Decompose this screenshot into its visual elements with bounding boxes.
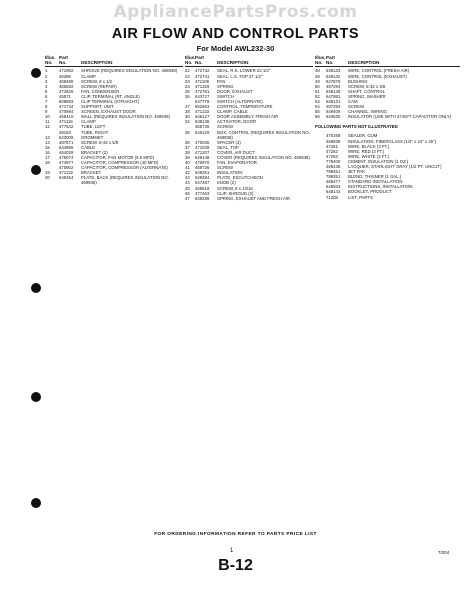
part-description: CAPACITOR, FAN MOTOR (5.0 MFD) [81, 155, 155, 160]
illus-no: 43 [185, 175, 190, 181]
part-description: SCREW [217, 124, 233, 130]
part-no: 649454 [59, 175, 74, 181]
part-row [315, 114, 460, 119]
illus-no: 23 [185, 78, 190, 84]
part-no: 647487 [195, 180, 210, 186]
part-no: 469938 [326, 138, 341, 144]
part-description: BOOKLET, PRODUCT [348, 189, 392, 195]
part-description: STANDARD INSTALLATION [348, 179, 403, 185]
part-description: SEAL, L.S. TOP 27 1/2" [217, 73, 263, 79]
part-description: BRACKET [81, 170, 102, 176]
part-no: 647879 [326, 78, 341, 84]
illus-no: 25 [185, 88, 190, 94]
page-number: B-12 [218, 557, 253, 574]
illus-no: 8 [45, 104, 48, 110]
part-description: COVER (REQUIRES INSULATION NO. 469938) [217, 155, 310, 160]
part-no: 643630 [326, 114, 341, 120]
part-no: 648143 [326, 189, 341, 195]
part-description: SPRING, WASHER [348, 93, 386, 99]
part-no: 649285 [195, 195, 210, 201]
part-no-header: Part No. [59, 55, 68, 66]
binder-hole [31, 283, 41, 293]
model-subtitle: For Model AWL232-30 [196, 44, 275, 53]
part-no: 471982 [59, 68, 74, 74]
part-description: SEAL, R.S. LOWER 23 1/2" [217, 68, 271, 74]
description-header: DESCRIPTION [81, 60, 113, 66]
illus-no: 3 [45, 78, 48, 84]
illus-no: 36 [185, 139, 190, 145]
part-description: CLAMP [81, 73, 96, 79]
part-row [45, 175, 183, 185]
part-no: 645933 [326, 184, 341, 190]
part-no: 648132 [326, 73, 341, 79]
part-description: LIST, PARTS [348, 194, 373, 200]
part-no: 799451 [326, 169, 341, 175]
part-no: 487871 [59, 139, 74, 145]
part-description: KNOB (2) [217, 180, 236, 186]
part-description: COVER, AIR DUCT [217, 149, 255, 155]
part-no: 47262 [326, 148, 338, 154]
illus-no: 39 [185, 155, 190, 160]
illus-no-header: Illus. No. [315, 55, 326, 66]
part-no: 648148 [195, 155, 210, 160]
illus-no: 52 [315, 93, 320, 99]
part-no: 471133 [195, 109, 210, 115]
part-no: 648136 [195, 119, 210, 125]
part-no: 45396 [59, 73, 71, 79]
part-no: 779400 [326, 158, 341, 164]
part-description: SPACER (3) [217, 139, 241, 145]
illus-no: 30 [185, 114, 190, 120]
part-no: 468735 [195, 124, 210, 130]
part-description: SHAFT, CONTROL [348, 88, 386, 94]
part-no: 809883 [59, 98, 74, 104]
part-no: 470970 [195, 160, 210, 166]
illus-no: 9 [45, 109, 48, 115]
part-no: 487294 [326, 83, 341, 89]
column-header [185, 55, 313, 67]
part-description: PAN [217, 78, 226, 84]
parts-list [315, 68, 460, 119]
illus-no: 54 [315, 104, 320, 110]
part-description: LACQUER, STARLIGHT GRAY (1/2 PT. UNCUT) [348, 164, 442, 169]
illus-no: 37 [185, 144, 190, 150]
illus-no: 50 [315, 83, 320, 89]
part-description: WIRE, BLACK (3 FT.) [348, 143, 390, 149]
part-description: CLAMP, CABLE [217, 109, 248, 115]
part-no: 471329 [195, 83, 210, 89]
part-no: 648139 [326, 88, 341, 94]
part-row [185, 130, 313, 140]
illus-no: 14 [45, 139, 50, 145]
watermark-text: AppliancePartsPros.com [113, 2, 358, 22]
parts-list [185, 68, 313, 200]
part-description: BLEND, THINNER (1 GAL.) [348, 174, 402, 180]
part-no: 477463 [195, 190, 210, 196]
part-no: 486682 [59, 83, 74, 89]
illus-no: 41 [185, 165, 190, 171]
part-description: TUBE, LEFT [81, 124, 106, 130]
part-description: DOOR, EXHAUST [217, 88, 253, 94]
illus-no: 46 [185, 190, 190, 196]
part-no: 649408 [326, 109, 341, 115]
illus-no: 23 [185, 73, 190, 79]
part-description: CLIP TERMINAL (STRAIGHT) [81, 98, 139, 104]
part-description: SPRING [217, 83, 234, 89]
part-no: 471109 [195, 78, 210, 84]
part-description: SCREW, 8 x 1/2 [81, 78, 113, 84]
part-description: GROMMET [81, 134, 104, 140]
illus-no: 35 [185, 129, 190, 135]
part-description: ACTIVATOR, DOOR [217, 119, 257, 125]
binder-hole [31, 165, 41, 175]
part-description: SEAL, TOP [217, 144, 240, 150]
part-description: BOX, CONTROL (REQUIRES INSULATION NO. 469938) [217, 129, 310, 140]
page-title: AIR FLOW AND CONTROL PARTS [111, 26, 360, 42]
illus-no: 18 [45, 160, 50, 166]
illus-no: 55 [315, 109, 320, 115]
part-description: SCREW, 8-32 x 5/8 [81, 139, 119, 145]
part-no: 472741 [195, 73, 210, 79]
illus-no: 48 [315, 68, 320, 74]
part-no: 470036 [195, 139, 210, 145]
part-description: PLATE, BACK (REQUIRES INSULATION NO. 469938) [81, 175, 169, 186]
part-description: INSULATION, FIBERGLASS (1/4" x 24" x 45") [348, 138, 437, 144]
not-illustrated-heading: FOLLOWING PARTS NOT ILLUSTRATED [315, 124, 398, 130]
part-no: 475074 [59, 155, 74, 160]
illus-no: 15 [45, 144, 50, 150]
ordering-note: FOR ORDERING INFORMATION REFER TO PARTS PRICE LIST [154, 532, 317, 537]
part-no-header: Part No. [326, 55, 335, 66]
description-header: DESCRIPTION [217, 60, 249, 66]
part-no: 472742 [195, 68, 210, 74]
date-code: 7/204 [438, 550, 450, 555]
part-description: INSULATOR (USE WITH 474977 CAPACITOR ONLY) [348, 114, 452, 120]
illus-no: 11 [45, 119, 50, 125]
part-no: 643009 [59, 134, 74, 140]
illus-no: 2 [45, 73, 48, 79]
part-no: 471132 [59, 170, 74, 176]
part-no: 648251 [195, 170, 210, 176]
part-no: 474826 [59, 88, 74, 94]
part-description: SCREW [217, 165, 233, 171]
illus-no: 47 [185, 195, 190, 201]
illus-no: 56 [315, 114, 320, 120]
part-description: CLIP, SHROUD (2) [217, 190, 254, 196]
part-description: SCREW, 8 x 13/16 [217, 185, 253, 191]
illus-no [315, 195, 326, 200]
part-description: DOOR ASSEMBLY, FRESH AIR [217, 114, 279, 120]
part-no: 469410 [59, 114, 74, 120]
part-description: CLAMP [81, 119, 96, 125]
illus-no: 53 [315, 98, 320, 104]
illus-no: 13 [45, 134, 50, 140]
part-no: 471734 [59, 104, 74, 110]
part-no: 485477 [326, 179, 341, 185]
illus-no: 42 [185, 170, 190, 176]
page-sub-number: 1 [230, 548, 234, 554]
part-description: CAPACITOR, COMPRESSOR (ALTERNATE) [81, 165, 168, 171]
part-description: FAN, EVAPORATOR [217, 160, 257, 166]
illus-no: 1 [45, 68, 48, 74]
illus-no: 27 [185, 104, 190, 110]
part-description: SHROUD (REQUIRES INSULATION NO. 469938) [81, 68, 178, 74]
part-description: WIRE, WHITE (3 FT.) [348, 153, 390, 159]
part-no: 472781 [195, 88, 210, 94]
part-no: 474977 [59, 160, 74, 166]
part-no: 652563 [195, 104, 210, 110]
part-no: 47261 [326, 143, 338, 149]
part-no: 646127 [195, 114, 210, 120]
parts-list [45, 68, 183, 185]
parts-column-3 [315, 55, 460, 200]
part-row [315, 195, 460, 200]
part-no: 49183 [59, 129, 71, 135]
part-description: CONTROL, TEMPERATURE [217, 104, 273, 110]
part-description: SUPPORT, UNIT [81, 104, 114, 110]
part-description: FAN, CONDENSER [81, 88, 120, 94]
part-no: 470168 [326, 133, 341, 139]
part-description: SWITCH (ALTERNATE) [217, 98, 263, 104]
part-no: 475902 [59, 165, 74, 171]
part-description: SCREW (REPAIR) [81, 83, 117, 89]
part-description: CLIP, TERMINAL (RT. ANGLE) [81, 93, 140, 99]
part-description: SCREW, 8-32 x 3/8 [348, 83, 386, 89]
part-no: 477542 [59, 124, 74, 130]
binder-hole [31, 392, 41, 402]
illus-no: 28 [185, 109, 190, 115]
part-no: 487293 [326, 104, 341, 110]
part-no: 47263 [326, 153, 338, 159]
part-no: 471118 [59, 119, 73, 125]
part-description: CEMENT, INSULATION (1 OZ.) [348, 158, 409, 164]
illus-no: 44 [185, 180, 190, 186]
part-description: CAPACITOR, COMPRESSOR (40 MFD) [81, 160, 159, 166]
part-description: BRACKET (2) [81, 149, 108, 155]
part-no: 471207 [195, 149, 210, 155]
part-no: 647778 [195, 98, 210, 104]
part-description: CHANNEL, WIRING [348, 109, 387, 115]
part-no: 468736 [195, 165, 210, 171]
illus-no: 7 [45, 98, 48, 104]
part-description: CAM [348, 98, 358, 104]
part-description: SCREEN, EXHAUST DOOR [81, 109, 136, 115]
illus-no: 26 [185, 93, 190, 99]
description-header: DESCRIPTION [348, 60, 380, 66]
illus-no: 16 [45, 149, 50, 155]
part-description: INSULATION [217, 170, 243, 176]
column-header [315, 55, 460, 67]
illus-no-header: Illus. No. [45, 55, 56, 66]
illus-no: 19 [45, 170, 50, 176]
part-no: 471039 [195, 144, 210, 150]
part-no: 71208 [326, 194, 338, 200]
part-no: 464029 [59, 149, 74, 155]
illus-no: 12 [45, 124, 50, 130]
parts-column-1 [45, 55, 183, 186]
part-description: INSTRUCTIONS, INSTALLATION [348, 184, 413, 190]
part-description: CABLE [81, 144, 96, 150]
binder-hole [31, 68, 41, 78]
illus-no: 22 [185, 68, 190, 74]
column-header [45, 55, 183, 67]
illus-no: 49 [315, 73, 320, 79]
binder-hole [31, 498, 41, 508]
part-description: WIRE, CONTROL (EXHAUST) [348, 73, 407, 79]
part-description: SWITCH [217, 93, 234, 99]
part-description: SCREW [348, 104, 364, 110]
part-no: 648133 [326, 68, 341, 74]
part-no: 470984 [59, 109, 74, 115]
illus-no: 17 [45, 155, 50, 160]
part-no: 649284 [195, 175, 210, 181]
part-description: PLATE, ESCUTCHEON [217, 175, 263, 181]
illus-no: 20 [45, 175, 50, 181]
part-no: 485436 [326, 164, 341, 169]
part-row [185, 196, 313, 201]
part-description: TUBE, RIGHT [81, 129, 109, 135]
part-description: WIRE, CONTROL (FRESH AIR) [348, 68, 410, 74]
illus-no: 51 [315, 88, 320, 94]
part-no: 648131 [326, 98, 341, 104]
part-no: 644965 [59, 144, 74, 150]
parts-column-2 [185, 55, 313, 201]
part-no: 643727 [195, 93, 210, 99]
illus-no: 5 [45, 88, 48, 94]
part-description: WIRE, RED (3 FT.) [348, 148, 385, 154]
illus-no: 10 [45, 114, 50, 120]
part-description: JET PAK [348, 169, 366, 175]
part-no: 469480 [59, 78, 74, 84]
part-description: SPRING, EXHAUST AND FRESH AIR [217, 195, 290, 201]
part-no-header: Part No. [195, 55, 204, 66]
part-description: SEALER, GUM [348, 133, 378, 139]
part-no: 799351 [326, 174, 341, 180]
illus-no: 38 [185, 149, 190, 155]
illus-no: 4 [45, 83, 48, 89]
part-no: 468518 [195, 185, 210, 191]
illus-no: 49 [315, 78, 320, 84]
illus-no: 45 [185, 185, 190, 191]
part-no: 45571 [59, 93, 71, 99]
part-no: 646129 [195, 129, 210, 135]
illus-no: 32 [185, 119, 190, 125]
part-description: WALL (REQUIRES INSULATION NO. 469938) [81, 114, 170, 120]
part-description: BUSHING [348, 78, 368, 84]
parts-list-not-illustrated [315, 133, 460, 199]
illus-no: 40 [185, 160, 190, 166]
illus-no: 6 [45, 93, 48, 99]
illus-no: 24 [185, 83, 190, 89]
illus-no-header: Illus. No. [185, 55, 196, 66]
part-no: 647881 [326, 93, 341, 99]
